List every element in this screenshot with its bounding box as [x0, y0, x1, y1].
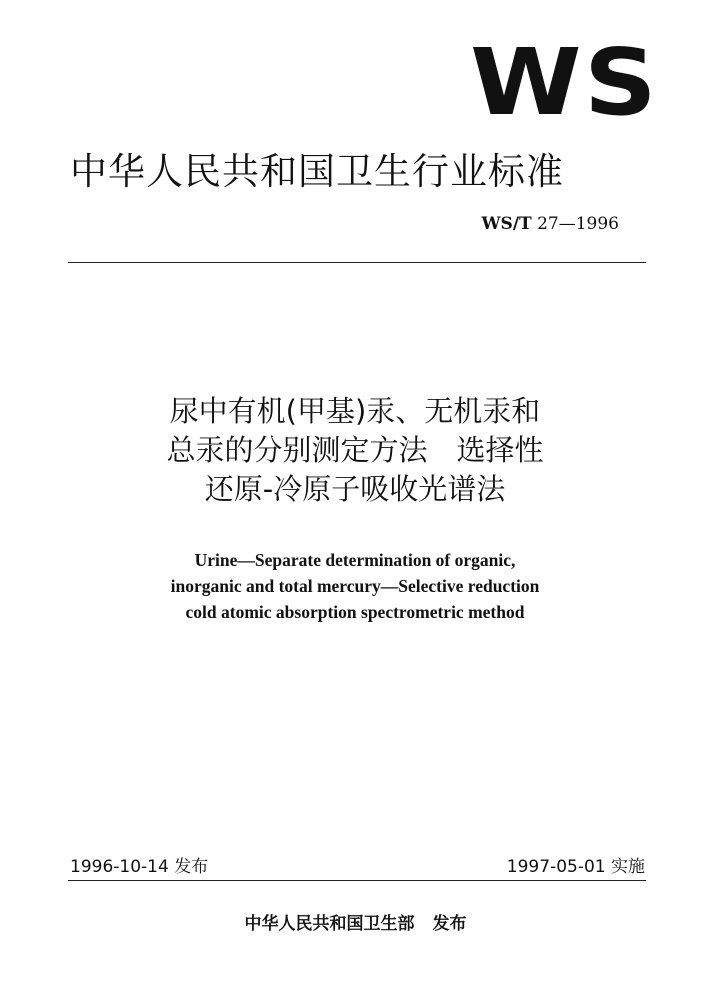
- standard-number: [481, 214, 619, 234]
- standard-prefix: WS/T: [481, 214, 532, 234]
- chinese-title-line-1: 尿中有机(甲基)汞、无机汞和: [169, 394, 541, 428]
- issue-date: 1996-10-14 发布: [70, 857, 209, 877]
- english-title-line-1: Urine—Separate determination of organic,: [194, 550, 516, 570]
- chinese-title-line-3: 还原-冷原子吸收光谱法: [204, 472, 506, 506]
- implementation-date: 1997-05-01 实施: [506, 857, 645, 877]
- english-title: [60, 547, 650, 625]
- issuer: [0, 913, 711, 935]
- bottom-divider: [68, 880, 646, 881]
- english-title-line-2: inorganic and total mercury—Selective reduction: [170, 576, 540, 596]
- issuer-action: 发布: [432, 914, 467, 934]
- standard-number-value: 27—1996: [537, 214, 619, 234]
- issuer-name: 中华人民共和国卫生部: [244, 914, 415, 934]
- chinese-title-line-2: 总汞的分别测定方法 选择性: [166, 433, 544, 467]
- top-divider: [68, 262, 646, 263]
- org-title: 中华人民共和国卫生行业标准: [70, 150, 564, 193]
- english-title-line-3: cold atomic absorption spectrometric method: [185, 602, 525, 622]
- chinese-title: [60, 392, 650, 509]
- ws-logo: WS: [470, 29, 659, 136]
